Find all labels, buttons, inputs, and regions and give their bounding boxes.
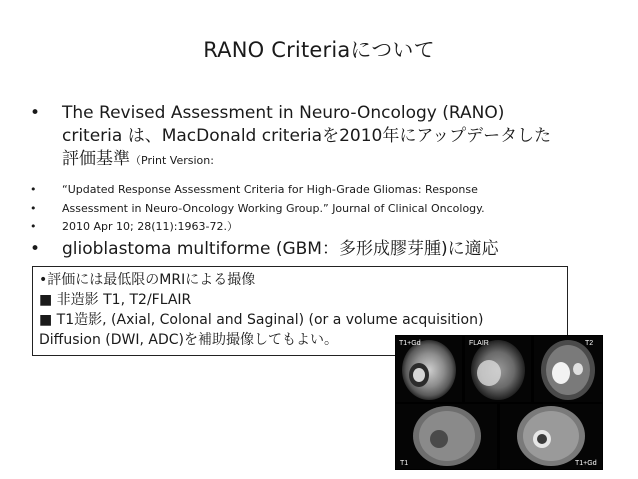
main-bullet-1-line-3 bbox=[62, 148, 214, 172]
bullet-dot: • bbox=[30, 202, 37, 215]
mri-label-2: FLAIR bbox=[469, 340, 489, 347]
bullet-dot: • bbox=[30, 103, 41, 123]
bullet-dot: • bbox=[30, 183, 37, 196]
mri-label-4: T1 bbox=[400, 460, 409, 467]
sub-bullet-3-text: 2010 Apr 10; 28(11):1963-72.） bbox=[62, 220, 238, 233]
sub-bullet-2-text: Assessment in Neuro-Oncology Working Group.” Journal of Clinical Oncology. bbox=[62, 202, 485, 215]
mri-label-5: T1+Gd bbox=[575, 460, 597, 467]
box-line-4: Diffusion (DWI, ADC)を補助撮像してもよい。 bbox=[39, 332, 338, 348]
mri-panel-t2 bbox=[534, 336, 602, 402]
main-bullet-2-text: glioblastoma multiforme (GBM：多形成膠芽腫)に適応 bbox=[62, 239, 499, 259]
mri-panel-flair bbox=[465, 336, 531, 402]
mri-label-1: T1+Gd bbox=[399, 340, 421, 347]
bullet-dot: • bbox=[30, 220, 37, 233]
mri-grid-svg bbox=[395, 335, 603, 470]
mri-image-grid bbox=[395, 335, 603, 470]
box-line-1: •評価には最低限のMRIによる撮像 bbox=[39, 272, 256, 288]
mri-panel-t1 bbox=[396, 404, 497, 469]
mri-panel-t1gd-top bbox=[396, 336, 462, 402]
mri-label-3: T2 bbox=[585, 340, 594, 347]
box-line-2: ■ 非造影 T1, T2/FLAIR bbox=[39, 292, 192, 308]
print-version-text: （Print Version: bbox=[130, 154, 214, 167]
mri-panel-t1gd-bottom bbox=[500, 404, 602, 469]
main-bullet-1-line-2: criteria は、MacDonald criteriaを2010年にアップデータした bbox=[62, 126, 552, 146]
main-bullet-1-line-1: The Revised Assessment in Neuro-Oncology (RANO) bbox=[62, 103, 505, 123]
sub-bullet-1-text: “Updated Response Assessment Criteria for High-Grade Gliomas: Response bbox=[62, 183, 478, 196]
slide-title: RANO Criteriaについて bbox=[203, 38, 435, 62]
box-line-3: ■ T1造影, (Axial, Colonal and Saginal) (or a volume acquisition) bbox=[39, 312, 484, 328]
evaluation-criteria-text: 評価基準 bbox=[62, 149, 130, 169]
bullet-dot: • bbox=[30, 239, 41, 259]
